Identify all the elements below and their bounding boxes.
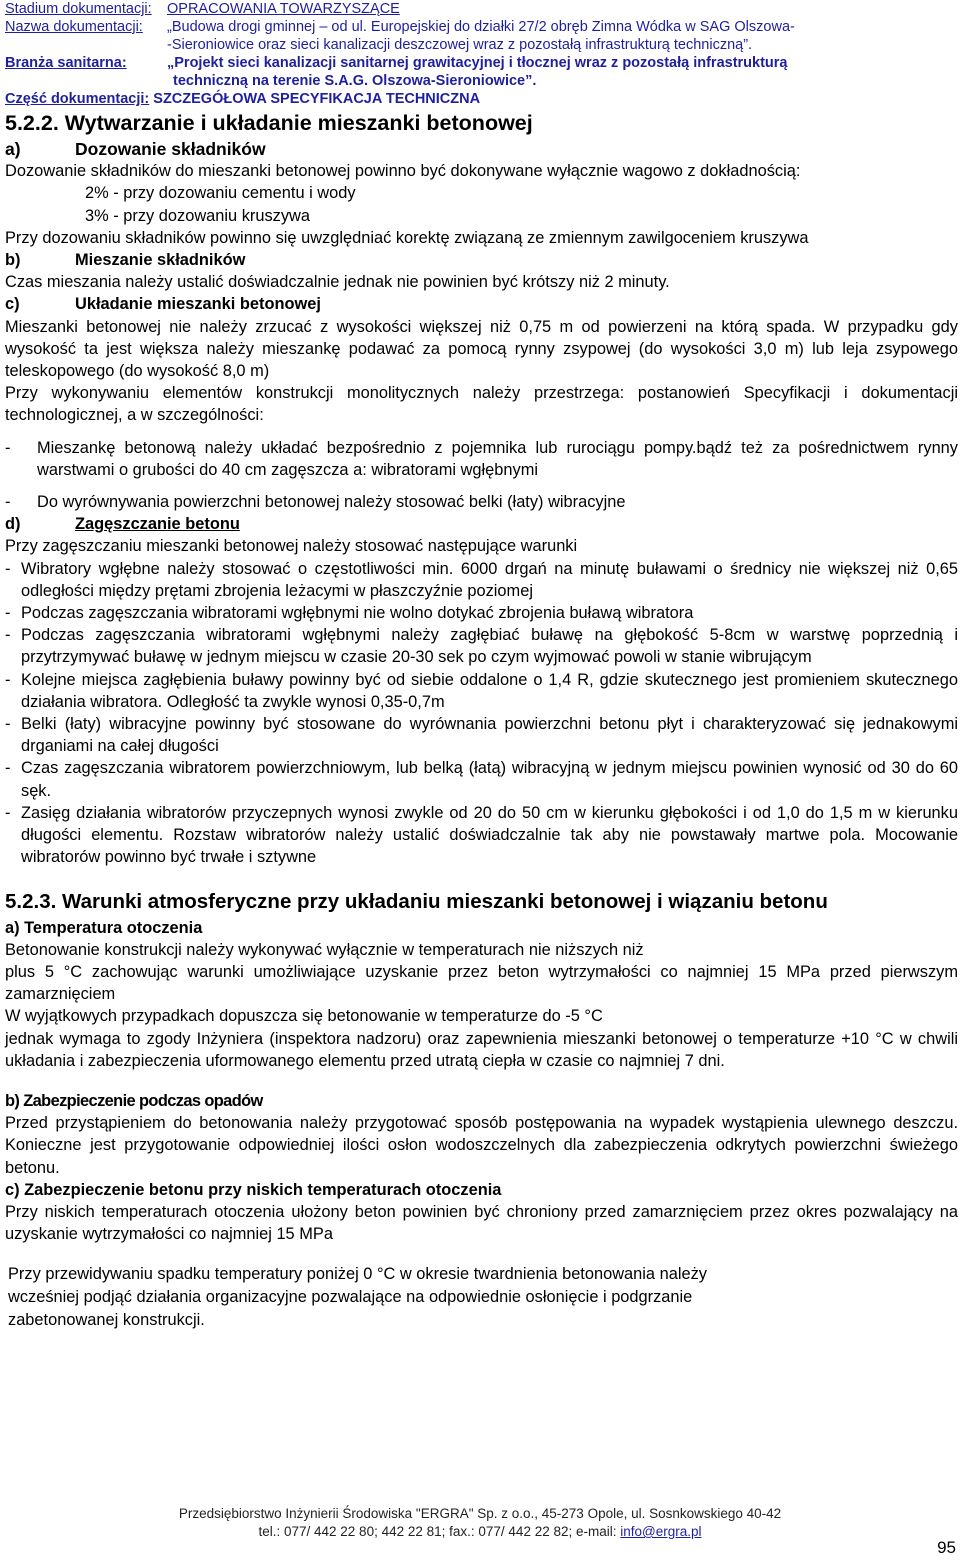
section-522-title: 5.2.2. Wytwarzanie i układanie mieszanki betonowej <box>5 111 533 135</box>
subsection-523c-paragraph-2-line-1: Przy przewidywaniu spadku temperatury poniżej 0 °C w okresie twardnienia betonowania należy <box>8 1265 707 1284</box>
subsection-523c-title: c) Zabezpieczenie betonu przy niskich temperaturach otoczenia <box>5 1180 502 1199</box>
subsection-523a-paragraph-4: jednak wymaga to zgody Inżyniera (inspektora nadzoru) oraz zapewnienia mieszanki betonowej o temperaturze +10 °C w chwili układania i zabezpieczenia uformowanego elementu przed utratą ciepła w czasie co najmniej 7 dni. <box>5 1029 958 1070</box>
subsection-d-title: Zagęszczanie betonu <box>75 515 240 534</box>
list-item <box>5 602 958 624</box>
subsection-523a-title: a) Temperatura otoczenia <box>5 918 203 937</box>
subsection-a-list-item-1: 2% - przy dozowaniu cementu i wody <box>85 184 356 203</box>
list-item-text: Kolejne miejsca zagłębienia buławy powinny być od siebie oddalone o 1,4 R, gdzie skutecznego jest promieniem skutecznego działania wibratora. Odległość ta zwykle wynosi 0,35-0,7m <box>21 670 958 711</box>
header-spacer <box>5 72 167 90</box>
subsection-c-paragraph-1: Mieszanki betonowej nie należy zrzucać z wysokości większej niż 0,75 m od powierzeni na którą spada. W przypadku gdy wysokość ta jest większa należy mieszankę podawać za pomocą rynny zsypowej (do wysokości 3,0 m) lub leja zsypowego teleskopowego (do wysokość 8,0 m) <box>5 317 958 381</box>
list-item-text: Wibratory wgłębne należy stosować o częstotliwości min. 6000 drgań na minutę buławami o średnicy nie większej niż 0,65 odległości między prętami zbrojenia leżacymi w płaszczyźnie poziomej <box>21 559 958 600</box>
subsection-523a-paragraph-1: Betonowanie konstrukcji należy wykonywać wyłącznie w temperaturach nie niższych niż <box>5 940 644 959</box>
subsection-523c-paragraph-2-line-2: wcześniej podjąć działania organizacyjne pozwalające na odpowiednie osłonięcie i podgrzanie <box>8 1288 693 1307</box>
subsection-a-list-item-2: 3% - przy dozowaniu kruszywa <box>85 206 311 225</box>
list-item <box>5 713 958 757</box>
list-item-text: Podczas zagęszczania wibratorami wgłębnymi nie wolno dotykać zbrojenia buławą wibratora <box>21 604 694 623</box>
subsection-c-dash-item-1 <box>5 437 958 481</box>
page-number: 95 <box>937 1538 956 1557</box>
header-branch-line1: „Projekt sieci kanalizacji sanitarnej grawitacyjnej i tłocznej wraz z pozostałą infrastrukturą <box>167 55 788 71</box>
page-footer <box>0 1505 960 1541</box>
list-item-text: Podczas zagęszczania wibratorami wgłębnymi należy zagłębiać buławę na głębokość 5-8cm w warstwę poprzednią i przytrzymywać buławę w jednym miejscu w czasie 20-30 sek po czym wyjmować powoli w stanie wibrującym <box>21 626 958 667</box>
list-item <box>5 802 958 869</box>
header-part-label: Część dokumentacji: <box>5 91 150 107</box>
header-branch-label: Branża sanitarna: <box>5 55 127 71</box>
subsection-c-heading <box>5 293 958 315</box>
dash-text: Mieszankę betonową należy układać bezpośrednio z pojemnika lub rurociągu pompy.bądź też za pośrednictwem rynny warstwami o grubości do 40 cm zagęszcza a: wibratorami wgłębnymi <box>37 438 958 479</box>
footer-company-line: Przedsiębiorstwo Inżynierii Środowiska "ERGRA" Sp. z o.o., 45-273 Opole, ul. Sosnkowskiego 40-42 <box>178 1506 782 1521</box>
subsection-523b-paragraph-1: Przed przystąpieniem do betonowania należy przygotować sposób postępowania na wypadek wystąpienia ulewnego deszczu. Konieczne jest przygotowanie odpowiedniej ilości osłon wodoszczelnych dla zabezpieczenia odkrytych powierzchni świeżego betonu. <box>5 1114 958 1177</box>
dash-marker: - <box>5 670 11 689</box>
spacer <box>5 869 958 887</box>
subsection-b-key: b) <box>5 251 21 270</box>
subsection-a-paragraph-2: Przy dozowaniu składników powinno się uwzględniać korektę związaną ze zmiennym zawilgoceniem kruszywa <box>5 228 809 247</box>
footer-contact-text: tel.: 077/ 442 22 80; 442 22 81; fax.: 077/ 442 22 82; e-mail: <box>258 1524 617 1539</box>
subsection-523a-paragraph-3: W wyjątkowych przypadkach dopuszcza się betonowanie w temperaturze do -5 °C <box>5 1007 603 1026</box>
header-name-line1: „Budowa drogi gminnej – od ul. Europejskiej do działki 27/2 obręb Zimna Wódka w SAG Olszowa- <box>167 19 795 35</box>
dash-marker: - <box>5 626 11 645</box>
footer-email-link[interactable]: info@ergra.pl <box>620 1524 702 1539</box>
subsection-523c-paragraph-1: Przy niskich temperaturach otoczenia ułożony beton powinien być chroniony przed zamarznięciem przez okres pozwalający na uzyskanie wytrzymałości co najmniej 15 MPa <box>5 1202 958 1244</box>
subsection-d-heading <box>5 513 958 535</box>
dash-marker: - <box>5 438 11 457</box>
list-item <box>5 624 958 668</box>
dash-marker: - <box>5 715 11 734</box>
subsection-a-key: a) <box>5 139 21 159</box>
header-stage-row <box>5 0 955 18</box>
dash-marker: - <box>5 493 11 512</box>
subsection-c-key: c) <box>5 295 20 314</box>
dash-marker: - <box>5 803 11 822</box>
list-item <box>5 757 958 801</box>
subsection-a-title: Dozowanie składników <box>75 139 266 159</box>
header-spacer <box>5 36 167 54</box>
subsection-b-paragraph-1: Czas mieszania należy ustalić doświadczalnie jednak nie powinien być krótszy niż 2 minuty. <box>5 273 670 292</box>
subsection-523c-paragraph-2-line-3: zabetonowanej konstrukcji. <box>8 1311 205 1330</box>
header-part-value: SZCZEGÓŁOWA SPECYFIKACJA TECHNICZNA <box>153 91 481 107</box>
document-body <box>5 108 958 1332</box>
header-branch-line2: techniczną na terenie S.A.G. Olszowa-Sieroniowice”. <box>173 73 537 89</box>
spacer <box>5 481 958 491</box>
list-item-text: Czas zagęszczania wibratorem powierzchniowym, lub belką (łatą) wibracyjną w jednym miejscu powinien wynosić od 30 do 60 sęk. <box>21 759 958 800</box>
header-name-label: Nazwa dokumentacji: <box>5 19 143 35</box>
subsection-c-dash-item-2 <box>5 491 958 513</box>
header-part-row <box>5 90 955 108</box>
list-item-text: Zasięg działania wibratorów przyczepnych wynosi zwykle od 20 do 50 cm w kierunku głębokości i od 1,0 do 1,5 m w kierunku długości elementu. Rozstaw wibratorów należy ustalić doświadczalnie tak aby nie powstawały martwe pola. Mocowanie wibratorów powinno być trwałe i sztywne <box>21 803 958 867</box>
header-stage-label: Stadium dokumentacji: <box>5 1 152 17</box>
header-name-row <box>5 18 955 36</box>
subsection-d-key: d) <box>5 515 21 534</box>
subsection-b-heading <box>5 249 958 271</box>
spacer <box>5 1072 958 1090</box>
list-item-text: Belki (łaty) wibracyjne powinny być stosowane do wyrównania powierzchni betonu płyt i charakteryzować się jednakowymi drganiami na całej długości <box>21 715 958 756</box>
spacer <box>5 1245 958 1263</box>
subsection-b-title: Mieszanie składników <box>75 251 246 270</box>
list-item <box>5 669 958 713</box>
section-523-title: 5.2.3. Warunki atmosferyczne przy układaniu mieszanki betonowej i wiązaniu betonu <box>5 889 828 913</box>
footer-contact-line <box>0 1523 960 1541</box>
subsection-a-paragraph-1: Dozowanie składników do mieszanki betonowej powinno być dokonywane wyłącznie wagowo z dokładnością: <box>5 162 801 181</box>
subsection-523b-title: b) Zabezpieczenie podczas opadów <box>5 1091 263 1110</box>
dash-marker: - <box>5 604 11 623</box>
subsection-523a-paragraph-2: plus 5 °C zachowując warunki umożliwiające uzyskanie przez beton wytrzymałości co najmniej 15 MPa przed pierwszym zamarznięciem <box>5 962 958 1004</box>
subsection-c-title: Układanie mieszanki betonowej <box>75 295 321 314</box>
spacer <box>5 427 958 437</box>
header-stage-value: OPRACOWANIA TOWARZYSZĄCE <box>167 1 400 17</box>
subsection-d-paragraph-1: Przy zagęszczaniu mieszanki betonowej należy stosować następujące warunki <box>5 537 578 556</box>
list-item <box>5 558 958 602</box>
header-name-line2: -Sieroniowice oraz sieci kanalizacji deszczowej wraz z pozostałą infrastrukturą techniczną”. <box>167 37 753 53</box>
subsection-a-heading <box>5 138 958 160</box>
dash-marker: - <box>5 759 11 778</box>
header-branch-row2 <box>5 72 955 90</box>
header-branch-row <box>5 54 955 72</box>
header-name-row2 <box>5 36 955 54</box>
dash-marker: - <box>5 559 11 578</box>
subsection-c-paragraph-2: Przy wykonywaniu elementów konstrukcji monolitycznych należy przestrzega: postanowień Specyfikacji i dokumentacji technologicznej, a w szczególności: <box>5 384 958 425</box>
dash-text: Do wyrównywania powierzchni betonowej należy stosować belki (łaty) wibracyjne <box>37 493 626 512</box>
document-header <box>5 0 955 108</box>
